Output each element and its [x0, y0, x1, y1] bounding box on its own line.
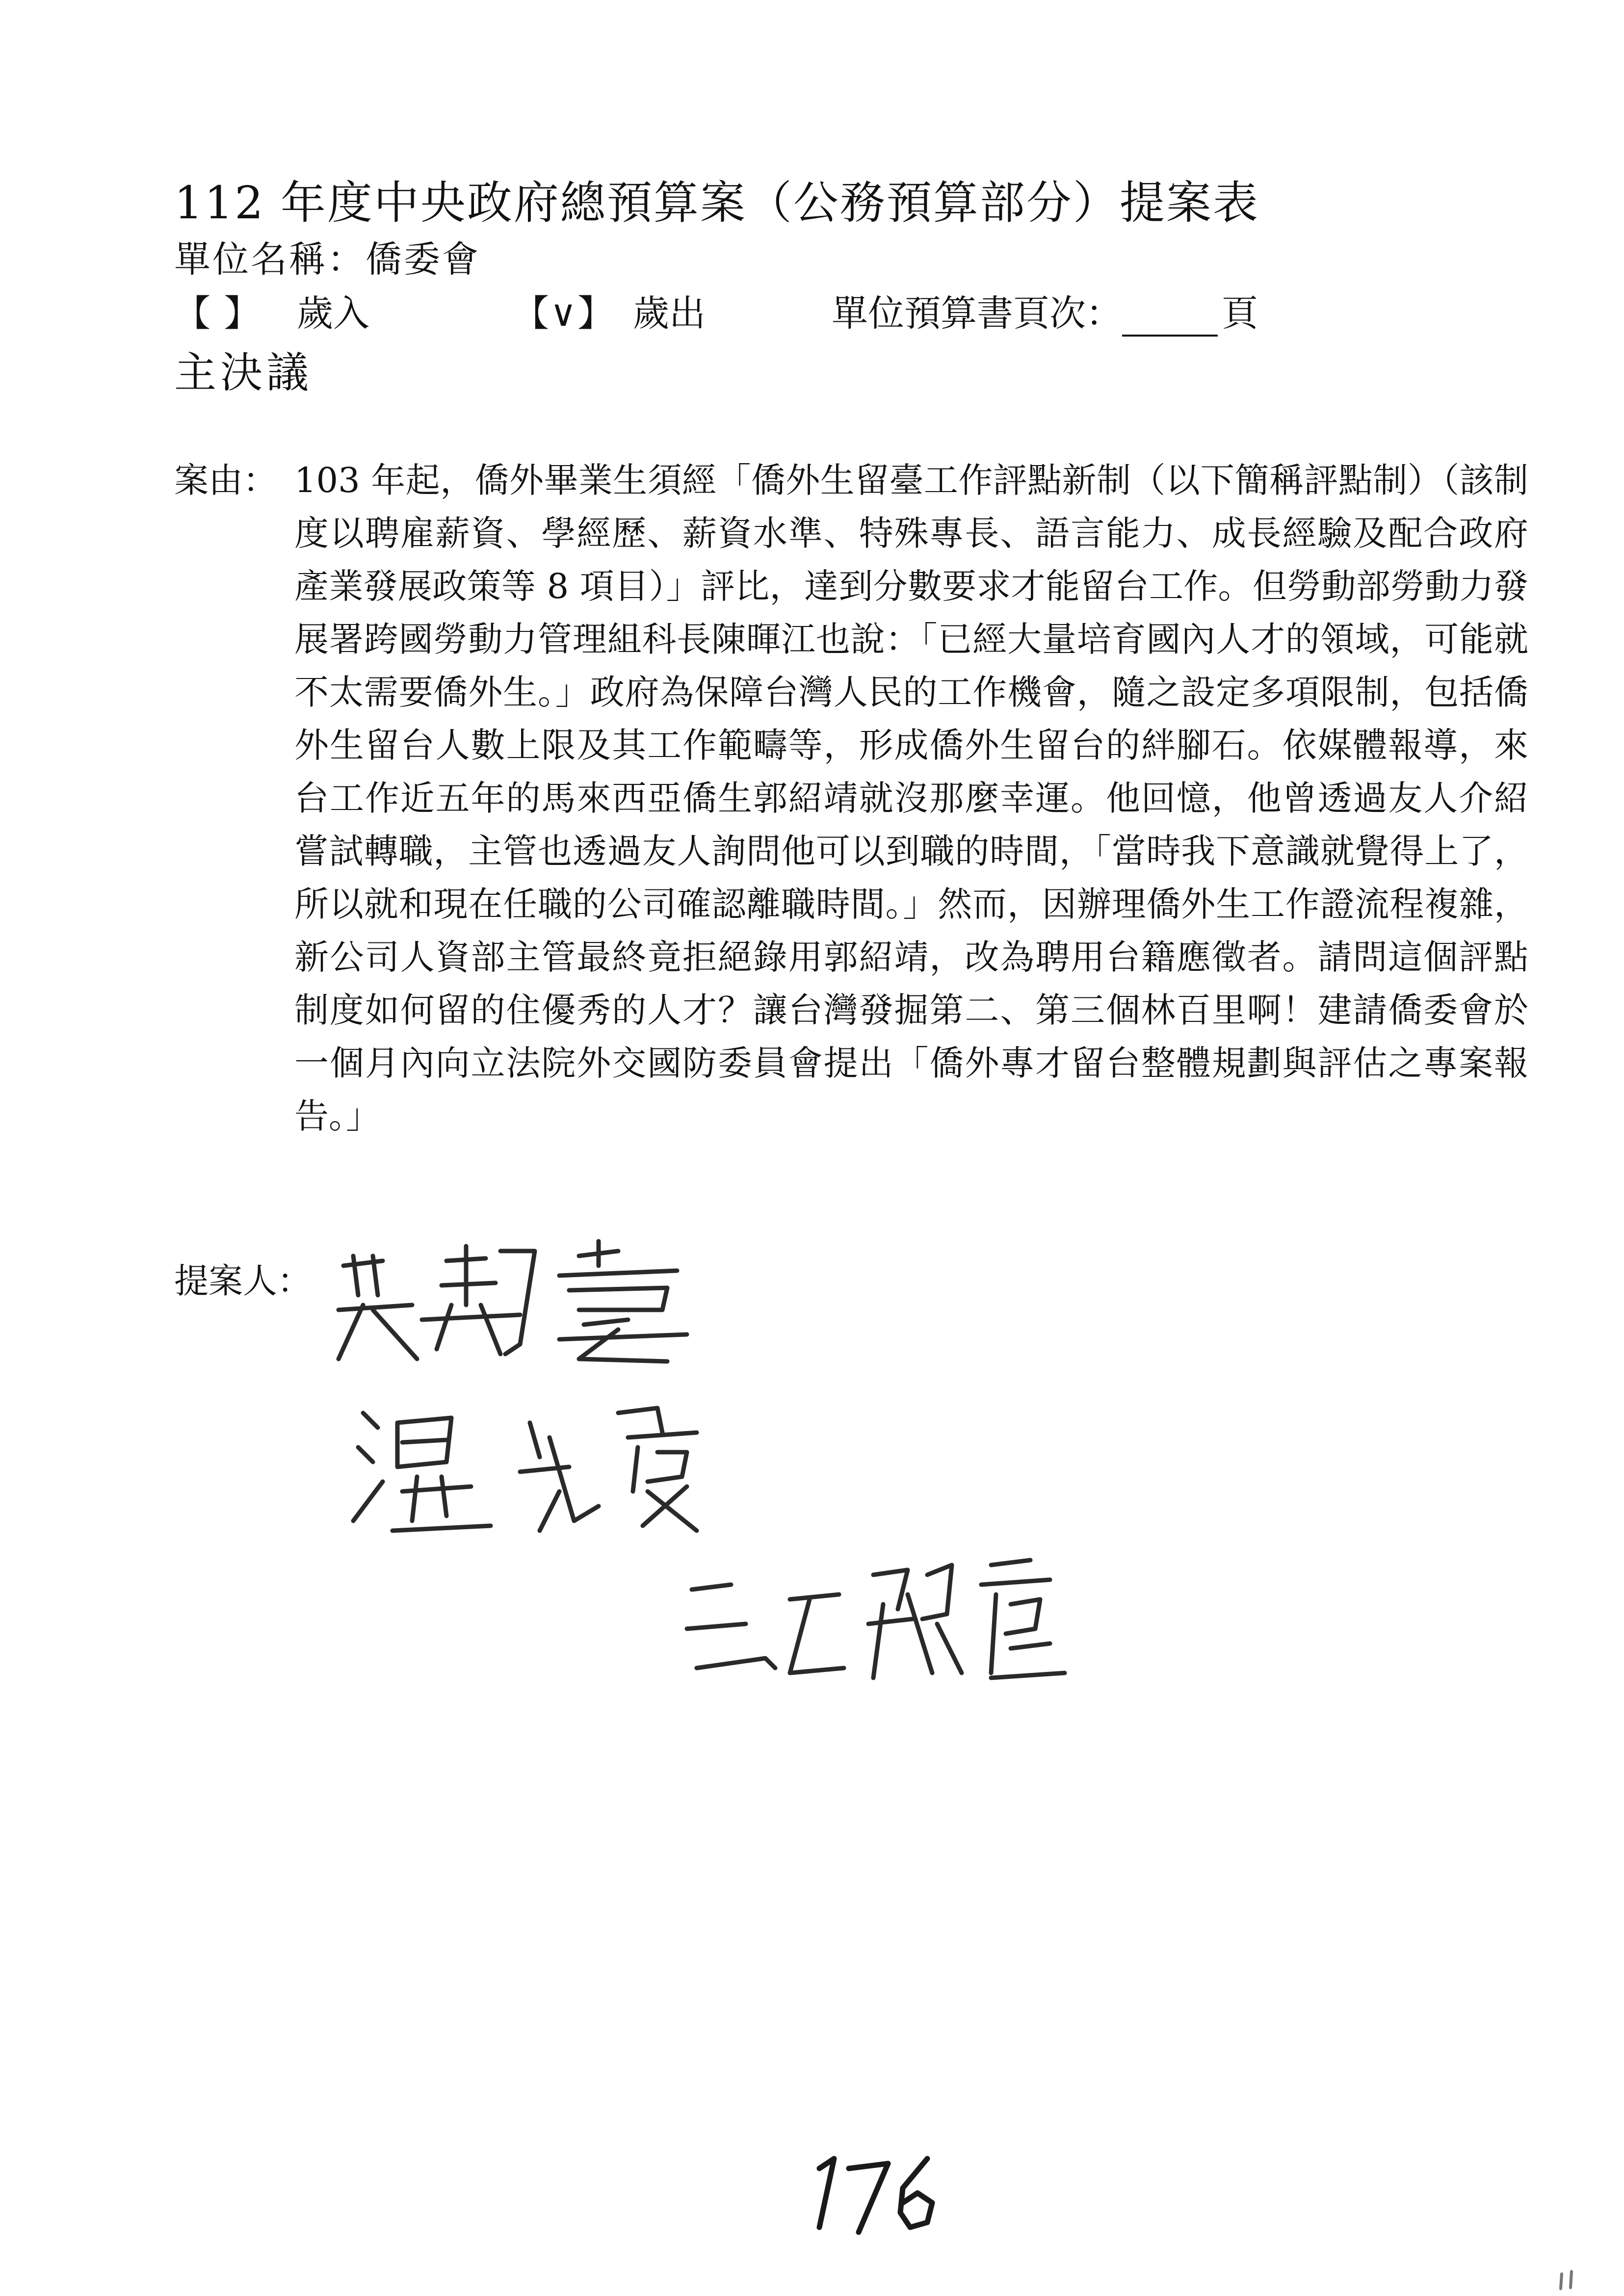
- expenditure-checkbox: 【∨】: [513, 292, 615, 335]
- page-ref: [832, 285, 1258, 337]
- budget-type-line: [174, 285, 1352, 334]
- margin-mark: [1558, 2269, 1577, 2294]
- unit-name: 僑委會: [366, 238, 480, 281]
- proposer-label: 提案人：: [174, 1261, 312, 1301]
- reason-section: [174, 454, 1528, 1143]
- reason-text: 103 年起，僑外畢業生須經「僑外生留臺工作評點新制（以下簡稱評點制）（該制度以聘雇薪資、學經歷、薪資水準、特殊專長、語言能力、成長經驗及配合政府產業發展政策等 8 項目）」評比，達到分數要求才能留台工作。但勞動部勞動力發展署跨國勞動力管理組科長陳暉江也說：「已經大量培育國內人才的領域，可能就不太需要僑外生。」政府為保障台灣人民的工作機會，隨之設定多項限制，包括僑外生留台人數上限及其工作範疇等，形成僑外生留台的絆腳石。依媒體報導，來台工作近五年的馬來西亞僑生郭紹靖就沒那麼幸運。他回憶，他曾透過友人介紹嘗試轉職，主管也透過友人詢問他可以到職的時間，「當時我下意識就覺得上了，所以就和現在任職的公司確認離職時間。」然而，因辦理僑外生工作證流程複雜，新公司人資部主管最終竟拒絕錄用郭紹靖，改為聘用台籍應徵者。請問這個評點制度如何留的住優秀的人才？讓台灣發掘第二、第三個林百里啊！建請僑委會於一個月內向立法院外交國防委員會提出「僑外專才留台整體規劃與評估之專案報告。」: [294, 460, 1528, 1136]
- page-blank: [1122, 302, 1218, 337]
- signature-3: [677, 1545, 1070, 1693]
- signature-1: [324, 1236, 697, 1369]
- page-number: [805, 2144, 952, 2242]
- revenue-checkbox: 【 】: [174, 292, 262, 335]
- form-title: 112 年度中央政府總預算案（公務預算部分）提案表: [174, 177, 1259, 229]
- reason-label: 案由：: [174, 460, 277, 500]
- unit-label: 單位名稱：: [174, 238, 366, 281]
- revenue-label: 歲入: [297, 292, 369, 335]
- signature-2: [343, 1393, 707, 1540]
- resolution-type: 主決議: [174, 348, 313, 397]
- expenditure-label: 歲出: [633, 292, 706, 335]
- page-suffix: 頁: [1222, 292, 1258, 335]
- unit-name-line: [174, 231, 480, 283]
- page-label: 單位預算書頁次：: [832, 292, 1122, 335]
